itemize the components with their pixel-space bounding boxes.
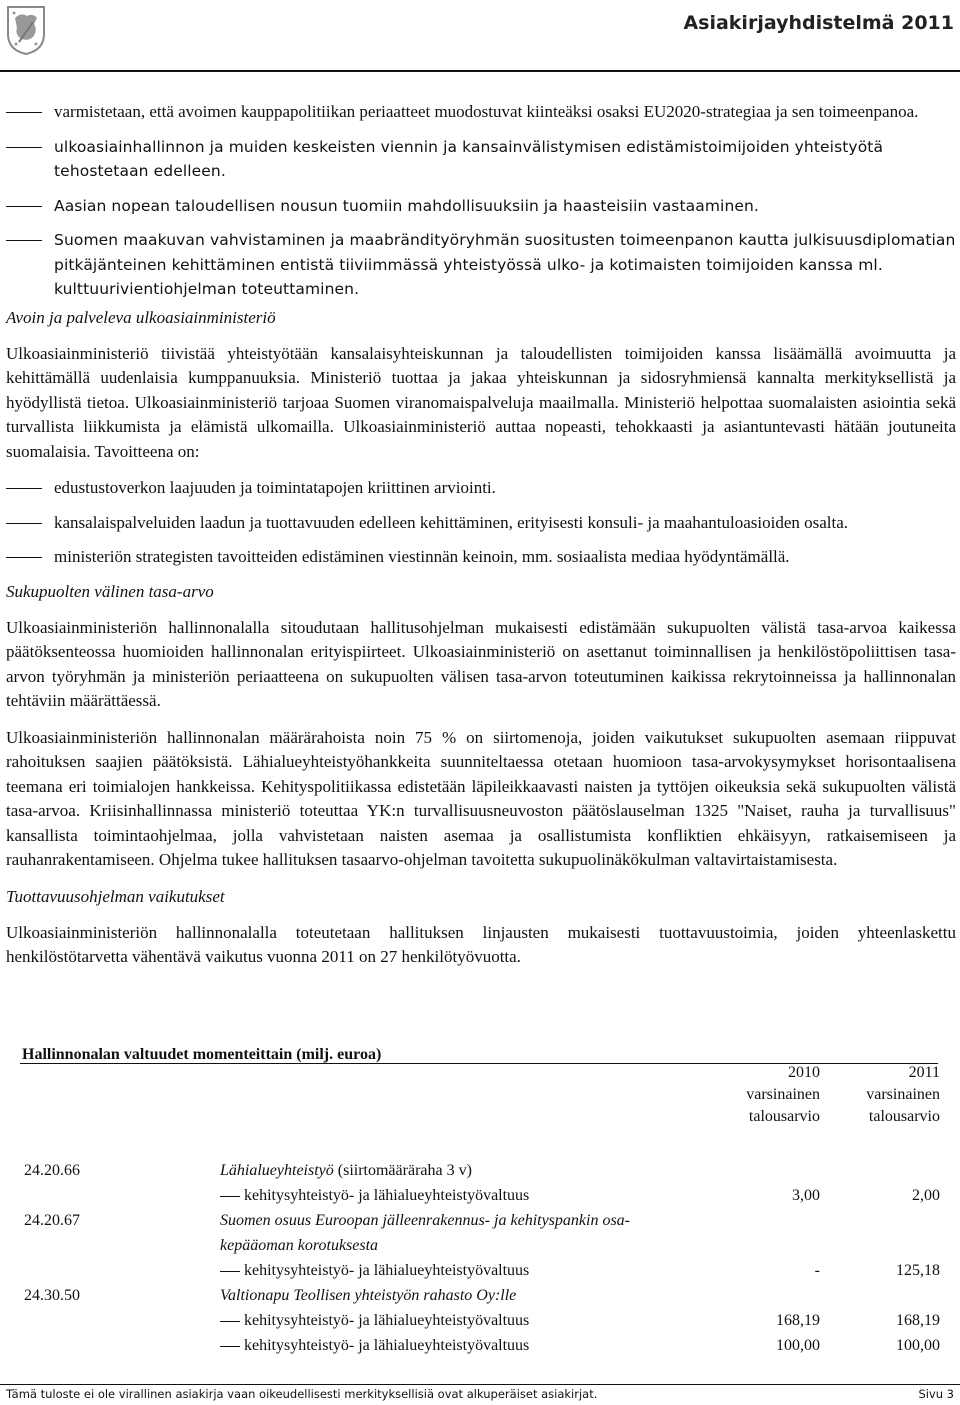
row-description [220, 1210, 720, 1232]
row-description [220, 1235, 720, 1257]
row-description-text: kehitysyhteistyö- ja lähialueyhteistyövaltuus [244, 1187, 530, 1204]
dash-icon [6, 488, 42, 489]
row-description [220, 1185, 720, 1207]
row-description [220, 1260, 720, 1282]
top-bullet-list [6, 100, 956, 302]
row-description-text: Lähialueyhteistyö [220, 1162, 334, 1179]
table-row [24, 1310, 940, 1335]
section-paragraph: Ulkoasiainministeriön hallinnonalalla sitoudutaan hallitusohjelman mukaisesti edistämään sukupuolten välistä tasa-arvoa kaikessa päätöksenteossa huomioiden hallinnonalan erityispiirteet. Ulkoasiainministeriö on asettanut toiminnallisen ja henkilöstöpoliittisen tasa-arvon työryhmän ja ministeriön periaatteena on sukupuolten välisen tasa-arvon toteutuminen kaikissa rekrytoinneissa ja hallinnonalan tehtäviin määrättäessä. [6, 617, 956, 710]
document-title: Asiakirjayhdistelmä 2011 [683, 12, 954, 34]
value-2011: 2,00 [912, 1187, 940, 1204]
row-description-text: kehitysyhteistyö- ja lähialueyhteistyövaltuus [244, 1262, 530, 1279]
row-code: 24.20.67 [24, 1212, 80, 1229]
column-year: 2010 [788, 1064, 820, 1081]
value-2011: 125,18 [896, 1262, 940, 1279]
footer-disclaimer: Tämä tuloste ei ole virallinen asiakirja vaan oikeudellisesti merkityksellisiä ovat alkuperäiset asiakirjat. [6, 1387, 598, 1401]
list-item [6, 194, 956, 219]
column-label: talousarvio [748, 1108, 820, 1125]
section-paragraph: Ulkoasiainministeriön hallinnonalan määrärahoista noin 75 % on siirtomenoja, joiden vaikutukset sukupuolten asemaan riippuvat rahoituksen saajien päätöksistä. Lähialueyhteistyöhankkeita suunniteltaessa otetaan huomioon tasa-arvokysymykset horisontaalisena teemana eri toimialojen hankkeissa. Kehityspolitiikassa edistetään läpileikkaavasti naisten ja tyttöjen oikeuksia sekä sukupuolten välistä tasa-arvoa. Kriisinhallinnassa ministeriö toteuttaa YK:n turvallisuusneuvoston päätöslauselman 1325 "Naiset, rauha ja turvallisuus" kansallista toimintaohjelmaa, jolla vahvistetaan naisten asemaa ja osallistumista konfliktien ehkäisyyn, ratkaisemiseen ja rauhanrakentamiseen. Ohjelma tukee hallituksen tasaarvo-ohjelman tavoitetta sukupuolinäkökulman valtavirtaistamisesta. [6, 727, 956, 869]
table-row [24, 1160, 940, 1185]
dash-icon [6, 240, 42, 241]
dash-icon [220, 1321, 240, 1322]
section-heading: Sukupuolten välinen tasa-arvo [6, 581, 214, 601]
list-item [6, 476, 956, 501]
goal-bullet-list [6, 476, 956, 570]
value-2010: - [814, 1262, 820, 1279]
column-label: varsinainen [866, 1086, 940, 1103]
dash-icon [6, 523, 42, 524]
list-item [6, 100, 956, 125]
main-content [6, 100, 956, 982]
section-heading: Tuottavuusohjelman vaikutukset [6, 886, 225, 906]
table-title: Hallinnonalan valtuudet momenteittain (milj. euroa) [22, 1046, 382, 1063]
page-number: Sivu 3 [918, 1387, 954, 1401]
list-item-text: edustustoverkon laajuuden ja toimintatapojen kriittinen arviointi. [54, 478, 496, 497]
row-description-suffix: (siirtomääräraha 3 v) [333, 1162, 472, 1179]
table-header-row [24, 1062, 940, 1128]
dash-icon [6, 557, 42, 558]
list-item-text: ulkoasiainhallinnon ja muiden keskeisten viennin ja kansainvälistymisen edistämistoimijoiden yhteistyötä tehostetaan edelleen. [54, 137, 884, 180]
header-rule [0, 70, 960, 72]
column-label: varsinainen [746, 1086, 820, 1103]
list-item [6, 135, 956, 184]
row-description [220, 1335, 720, 1357]
value-2011: 168,19 [896, 1312, 940, 1329]
page-header [0, 0, 960, 70]
list-item-text: kansalaispalveluiden laadun ja tuottavuuden edelleen kehittäminen, erityisesti konsuli- ja maahantuloasioiden osalta. [54, 512, 849, 532]
page-footer [6, 1387, 954, 1401]
list-item [6, 228, 956, 302]
row-description-text: kehitysyhteistyö- ja lähialueyhteistyövaltuus [244, 1337, 530, 1354]
list-item [6, 545, 956, 570]
appropriations-table [24, 1062, 940, 1354]
table-row [24, 1260, 940, 1285]
row-description [220, 1285, 720, 1307]
table-body [24, 1160, 940, 1360]
row-description [220, 1310, 720, 1332]
row-description-text: kehitysyhteistyö- ja lähialueyhteistyövaltuus [244, 1312, 530, 1329]
column-label: talousarvio [868, 1108, 940, 1125]
dash-icon [220, 1196, 240, 1197]
column-header-2010 [700, 1062, 820, 1128]
row-description [220, 1160, 720, 1182]
value-2010: 3,00 [792, 1187, 820, 1204]
row-description-text: kepääoman korotuksesta [220, 1237, 379, 1254]
footer-rule [0, 1384, 960, 1385]
list-item-text: Suomen maakuvan vahvistaminen ja maabrändityöryhmän suositusten toimeenpanon kautta julkisuusdiplomatian pitkäjänteinen kehittäminen entistä tiiviimmässä yhteistyössä ulko- ja kotimaisten toimijoiden kanssa ml. kulttuurivientiohjelman toteuttaminen. [54, 231, 956, 298]
dash-icon [220, 1346, 240, 1347]
coat-of-arms-lion-icon [5, 4, 47, 56]
table-row [24, 1235, 940, 1260]
dash-icon [220, 1271, 240, 1272]
value-2010: 100,00 [776, 1337, 820, 1354]
row-code: 24.20.66 [24, 1162, 80, 1179]
dash-icon [6, 112, 42, 113]
section-heading: Avoin ja palveleva ulkoasiainministeriö [6, 307, 276, 327]
table-row [24, 1335, 940, 1360]
column-year: 2011 [908, 1064, 940, 1081]
list-item-text: Aasian nopean taloudellisen nousun tuomiin mahdollisuuksiin ja haasteisiin vastaaminen. [54, 196, 759, 215]
section-paragraph: Ulkoasiainministeriön hallinnonalalla toteutetaan hallituksen linjausten mukaisesti tuottavuustoimia, joiden yhteenlaskettu henkilöstötarvetta vähentävä vaikutus vuonna 2011 on 27 henkilötyövuotta. [6, 922, 956, 966]
row-description-text: Valtionapu Teollisen yhteistyön rahasto Oy:lle [220, 1287, 517, 1304]
table-row [24, 1210, 940, 1235]
value-2011: 100,00 [896, 1337, 940, 1354]
value-2010: 168,19 [776, 1312, 820, 1329]
column-header-2011 [820, 1062, 940, 1128]
table-row [24, 1185, 940, 1210]
list-item-text: varmistetaan, että avoimen kauppapolitiikan periaatteet muodostuvat kiinteäksi osaksi EU2020-strategiaa ja sen toimeenpanoa. [54, 102, 919, 121]
dash-icon [6, 147, 42, 148]
list-item-text: ministeriön strategisten tavoitteiden edistäminen viestinnän keinoin, mm. sosiaalista mediaa hyödyntämällä. [54, 547, 790, 566]
dash-icon [6, 206, 42, 207]
list-item [6, 511, 956, 536]
table-row [24, 1285, 940, 1310]
row-code: 24.30.50 [24, 1287, 80, 1304]
section-paragraph: Ulkoasiainministeriö tiivistää yhteistyötään kansalaisyhteiskunnan ja taloudellisten toimijoiden kanssa lisäämällä avoimuutta ja kehittämällä uudenlaisia kumppanuuksia. Ministeriö tuottaa ja jakaa yhteiskunnan ja sidosryhmiensä kannalta merkityksellistä ja hyödyllistä tietoa. Ulkoasiainministeriö tarjoaa Suomen viranomaispalveluja maailmalla. Ministeriö helpottaa suomalaisten asiointia sekä turvallista liikkumista ja elämistä ulkomailla. Ulkoasiainministeriö auttaa nopeasti, tehokkaasti ja asiantuntevasti hätään joutuneita suomalaisia. Tavoitteena on: [6, 343, 956, 461]
row-description-text: Suomen osuus Euroopan jälleenrakennus- ja kehityspankin osa- [220, 1212, 631, 1229]
